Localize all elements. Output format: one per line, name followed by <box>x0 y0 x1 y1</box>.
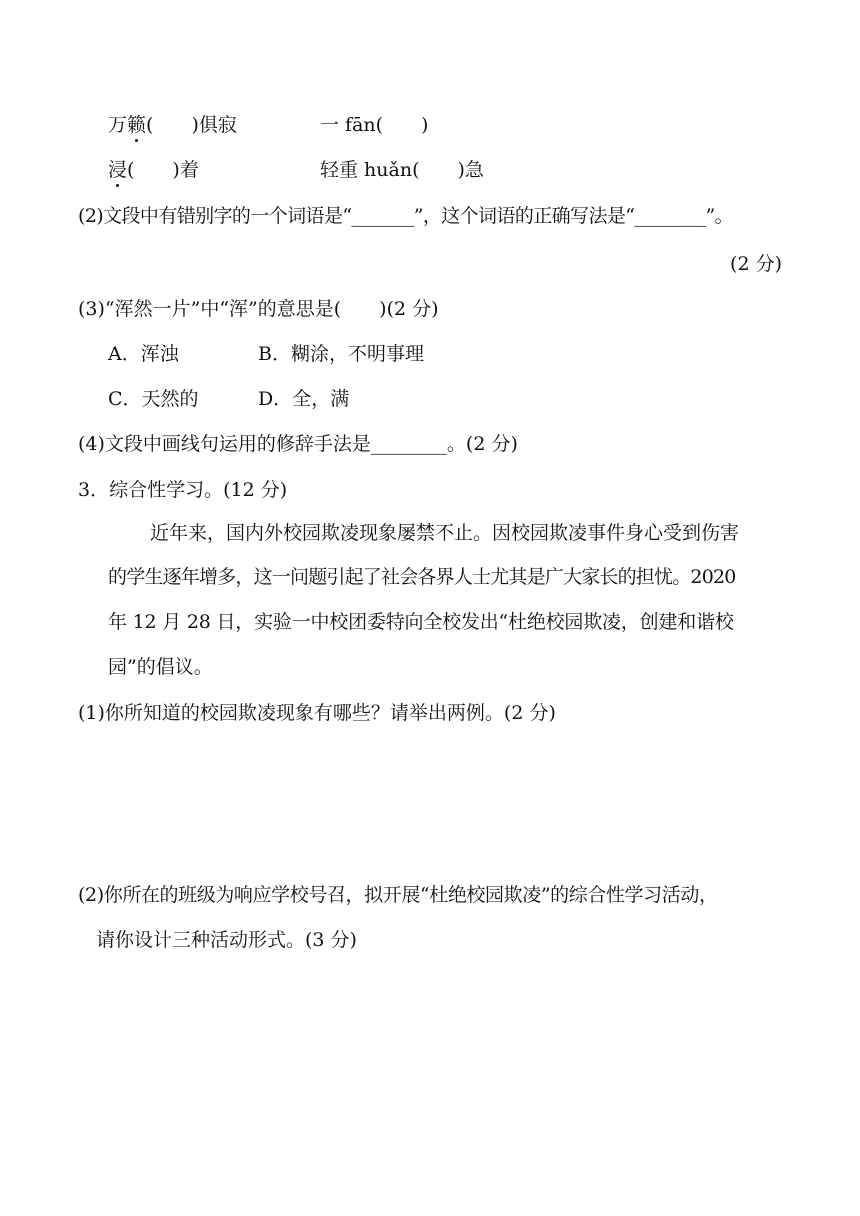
pinyin-item-1 <box>108 112 237 138</box>
section-3-title: 3．综合性学习。(12 分) <box>78 479 288 501</box>
option-d: D．全，满 <box>258 388 350 410</box>
pinyin-item-1-suffix: ( )俱寂 <box>146 114 237 136</box>
question-2-score: (2 分) <box>730 253 782 275</box>
section-3-paragraph-line-2: 的学生逐年增多，这一问题引起了社会各界人士尤其是广大家长的担忧。2020 <box>108 566 736 588</box>
pinyin-item-4: 轻重 huǎn( )急 <box>320 159 484 181</box>
question-3-text: (3)“浑然一片”中“浑”的意思是( )(2 分) <box>78 298 439 320</box>
section-3-question-2-line-1: (2)你所在的班级为响应学校号召，拟开展“杜绝校园欺凌”的综合性学习活动， <box>78 884 718 906</box>
question-4-text: (4)文段中画线句运用的修辞手法是________。(2 分) <box>78 433 518 455</box>
section-3-paragraph-line-1: 近年来，国内外校园欺凌现象屡禁不止。因校园欺凌事件身心受到伤害 <box>150 522 740 544</box>
section-3-question-1: (1)你所知道的校园欺凌现象有哪些？请举出两例。(2 分) <box>78 702 556 724</box>
option-b: B．糊涂，不明事理 <box>258 343 424 365</box>
pinyin-item-3 <box>108 157 199 183</box>
section-3-paragraph-line-4: 园”的倡议。 <box>108 656 213 678</box>
option-a: A．浑浊 <box>108 343 179 365</box>
section-3-paragraph-line-3: 年 12 月 28 日，实验一中校团委特向全校发出“杜绝校园欺凌，创建和谐校 <box>108 611 734 633</box>
pinyin-item-1-prefix: 万 <box>108 114 128 136</box>
pinyin-item-1-dotted-char: 籁 <box>127 114 147 136</box>
pinyin-item-2: 一 fān( ) <box>320 114 429 136</box>
question-2-text: (2)文段中有错别字的一个词语是“_______”，这个词语的正确写法是“________”。 <box>78 205 734 227</box>
section-3-question-2-line-2: 请你设计三种活动形式。(3 分) <box>96 929 357 951</box>
pinyin-item-3-suffix: ( )着 <box>127 159 199 181</box>
pinyin-item-3-dotted-char: 浸 <box>108 159 128 181</box>
option-c: C．天然的 <box>108 388 199 410</box>
